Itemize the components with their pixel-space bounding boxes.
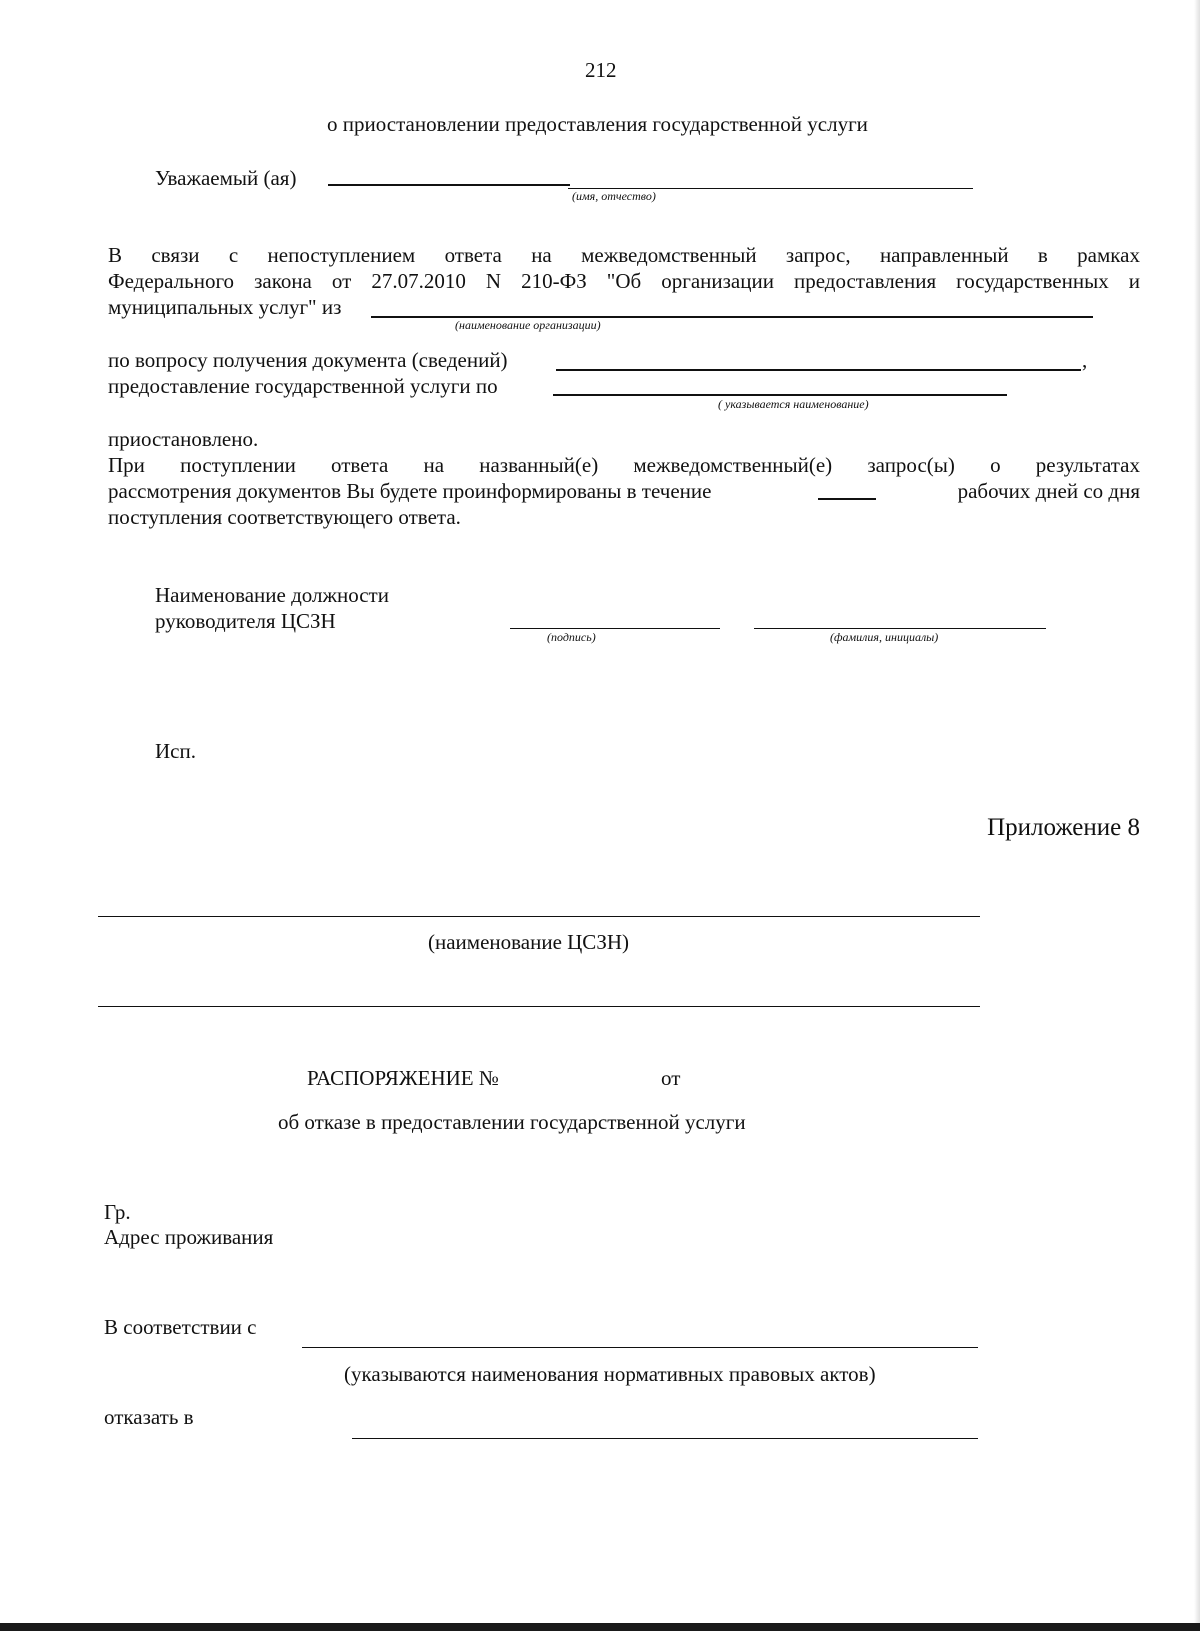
- service-line[interactable]: [553, 394, 1007, 396]
- appendix-label: Приложение 8: [987, 814, 1140, 841]
- paragraph-1-line-3: муниципальных услуг" из: [108, 295, 342, 319]
- order-title: РАСПОРЯЖЕНИЕ №: [307, 1066, 499, 1090]
- order-subject: об отказе в предоставлении государственной услуги: [278, 1110, 746, 1134]
- organization-caption: (наименование организации): [455, 318, 601, 332]
- page-number: 212: [585, 58, 617, 82]
- fio-caption: (фамилия, инициалы): [830, 630, 939, 644]
- acts-line[interactable]: [302, 1347, 978, 1348]
- fio-line[interactable]: [754, 628, 1046, 629]
- signature-line[interactable]: [510, 628, 720, 629]
- paragraph-1-line-1: В связи с непоступлением ответа на межведомственный запрос, направленный в рамках: [108, 243, 1140, 267]
- address-label: Адрес проживания: [104, 1225, 274, 1249]
- document-line[interactable]: [556, 369, 1081, 371]
- refuse-line[interactable]: [352, 1438, 978, 1439]
- signature-caption: (подпись): [547, 630, 596, 644]
- org-name-line-bottom[interactable]: [98, 1006, 980, 1007]
- scan-bottom-edge: [0, 1623, 1200, 1631]
- paragraph-2-line-1: по вопросу получения документа (сведений): [108, 348, 508, 372]
- service-caption: ( указывается наименование): [718, 397, 869, 411]
- position-line-1: Наименование должности: [155, 583, 389, 607]
- greeting-label: Уважаемый (ая): [155, 166, 297, 190]
- notice-title: о приостановлении предоставления государственной услуги: [327, 112, 868, 136]
- greeting-name-line[interactable]: [328, 184, 570, 186]
- suspended-text: приостановлено.: [108, 427, 259, 451]
- org-name-caption: (наименование ЦСЗН): [428, 930, 629, 954]
- scan-edge-shadow: [1194, 0, 1200, 1631]
- paragraph-1-line-2: Федерального закона от 27.07.2010 N 210-ФЗ "Об организации предоставления государственных и: [108, 269, 1140, 293]
- paragraph-3-line-2b: рабочих дней со дня: [957, 479, 1140, 503]
- paragraph-2-line-2: предоставление государственной услуги по: [108, 374, 498, 398]
- order-from: от: [661, 1066, 681, 1090]
- paragraph-3-line-1: При поступлении ответа на названный(е) межведомственный(е) запрос(ы) о результатах: [108, 453, 1140, 477]
- paragraph-2-comma: ,: [1082, 348, 1088, 372]
- executor-label: Исп.: [155, 739, 196, 763]
- refuse-label: отказать в: [104, 1405, 194, 1429]
- paragraph-3-line-3: поступления соответствующего ответа.: [108, 505, 461, 529]
- paragraph-3-line-2a: рассмотрения документов Вы будете проинформированы в течение: [108, 479, 712, 503]
- greeting-caption: (имя, отчество): [572, 189, 656, 203]
- citizen-label: Гр.: [104, 1200, 131, 1224]
- acts-caption: (указываются наименования нормативных правовых актов): [344, 1362, 876, 1386]
- position-line-2: руководителя ЦСЗН: [155, 609, 336, 633]
- org-name-line-top[interactable]: [98, 916, 980, 917]
- days-line[interactable]: [818, 498, 876, 500]
- accordance-label: В соответствии с: [104, 1315, 257, 1339]
